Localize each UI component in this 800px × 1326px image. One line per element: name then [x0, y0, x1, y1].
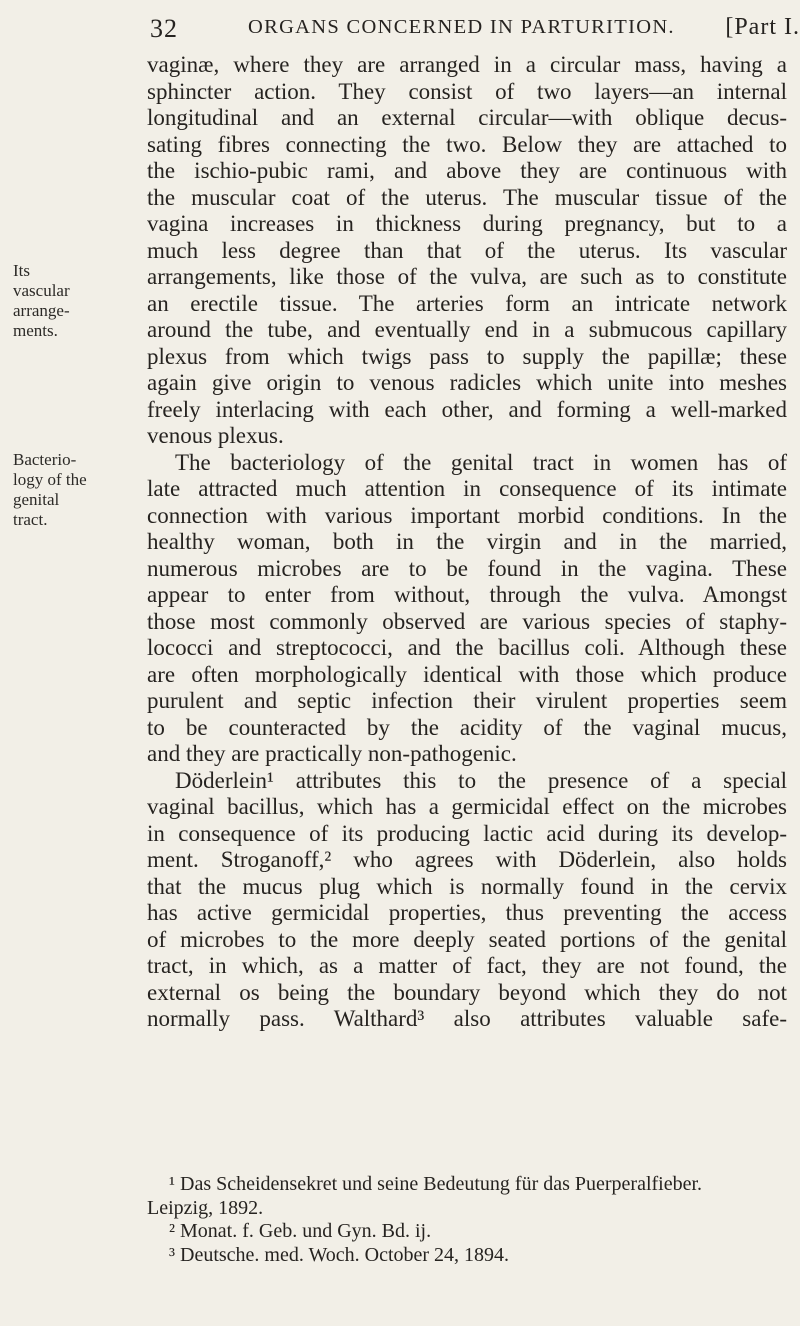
- text-line: those most commonly observed are various species of staphy-: [147, 608, 787, 634]
- text-line: of microbes to the more deeply seated portions of the genital: [147, 926, 787, 952]
- text-line: vagina increases in thickness during pregnancy, but to a: [147, 211, 787, 236]
- margin-note-bacteriology: [13, 450, 103, 530]
- footnote: ³ Deutsche. med. Woch. October 24, 1894.: [169, 1243, 510, 1266]
- text-line: tract, in which, as a matter of fact, they are not found, the: [147, 953, 787, 978]
- text-line: much less degree than that of the uterus. Its vascular: [147, 237, 787, 263]
- text-line: longitudinal and an external circular—with oblique decus-: [147, 105, 787, 130]
- page-number: 32: [150, 14, 178, 43]
- text-line: The bacteriology of the genital tract in women has of: [175, 449, 787, 475]
- margin-note-line: ments.: [13, 321, 58, 340]
- text-line: an erectile tissue. The arteries form an intricate network: [147, 290, 787, 316]
- text-line: Döderlein¹ attributes this to the presence of a special: [175, 767, 787, 793]
- text-line: the ischio-pubic rami, and above they are continuous with: [147, 158, 787, 183]
- text-line: to be counteracted by the acidity of the vaginal mucus,: [147, 714, 787, 740]
- text-line: sphincter action. They consist of two layers—an internal: [147, 78, 787, 104]
- text-line: sating fibres connecting the two. Below they are attached to: [147, 131, 787, 157]
- text-line: purulent and septic infection their virulent properties seem: [147, 688, 787, 713]
- running-title: ORGANS CONCERNED IN PARTURITION.: [248, 16, 675, 38]
- text-line: late attracted much attention in consequence of its intimate: [147, 476, 787, 501]
- text-line: normally pass. Walthard³ also attributes valuable safe-: [147, 1006, 787, 1031]
- text-line: are often morphologically identical with those which produce: [147, 661, 787, 687]
- part-label: [Part I.: [725, 14, 800, 40]
- margin-note-line: vascular: [13, 281, 70, 300]
- footnote: ¹ Das Scheidensekret und seine Bedeutung für das Puerperalfieber.: [169, 1173, 703, 1195]
- footnote: Leipzig, 1892.: [147, 1196, 264, 1219]
- text-line: the muscular coat of the uterus. The muscular tissue of the: [147, 184, 787, 210]
- margin-note-line: genital: [13, 490, 60, 509]
- text-line: vaginæ, where they are arranged in a circular mass, having a: [147, 52, 787, 77]
- margin-note-line: Its: [13, 261, 30, 280]
- body-text: [147, 52, 787, 1033]
- text-line: freely interlacing with each other, and forming a well-marked: [147, 396, 787, 422]
- footnotes: [147, 1173, 787, 1267]
- text-line: and they are practically non-pathogenic.: [147, 741, 517, 766]
- text-line: has active germicidal properties, thus preventing the access: [147, 900, 787, 925]
- text-line: in consequence of its producing lactic acid during its develop-: [147, 820, 787, 846]
- text-line: that the mucus plug which is normally found in the cervix: [147, 873, 787, 899]
- margin-note-vascular: [13, 261, 103, 341]
- text-line: appear to enter from without, through the vulva. Amongst: [147, 582, 787, 607]
- text-line: connection with various important morbid conditions. In the: [147, 502, 787, 528]
- text-line: ment. Stroganoff,² who agrees with Döderlein, also holds: [147, 847, 787, 872]
- page-header: [150, 12, 800, 56]
- text-line: plexus from which twigs pass to supply the papillæ; these: [147, 343, 787, 369]
- text-line: arrangements, like those of the vulva, are such as to constitute: [147, 264, 787, 289]
- text-line: venous plexus.: [147, 423, 284, 448]
- margin-note-line: Bacterio-: [13, 450, 77, 469]
- text-line: numerous microbes are to be found in the vagina. These: [147, 555, 787, 581]
- text-line: lococci and streptococci, and the bacillus coli. Although these: [147, 635, 787, 660]
- text-line: around the tube, and eventually end in a submucous capillary: [147, 317, 787, 342]
- text-line: again give origin to venous radicles which unite into meshes: [147, 370, 787, 395]
- text-line: external os being the boundary beyond which they do not: [147, 979, 787, 1005]
- footnote: ² Monat. f. Geb. und Gyn. Bd. ij.: [169, 1220, 432, 1242]
- text-line: healthy woman, both in the virgin and in the married,: [147, 529, 787, 554]
- margin-note-line: arrange-: [13, 301, 70, 320]
- text-line: vaginal bacillus, which has a germicidal effect on the microbes: [147, 794, 787, 819]
- margin-note-line: tract.: [13, 510, 48, 529]
- margin-note-line: logy of the: [13, 470, 87, 489]
